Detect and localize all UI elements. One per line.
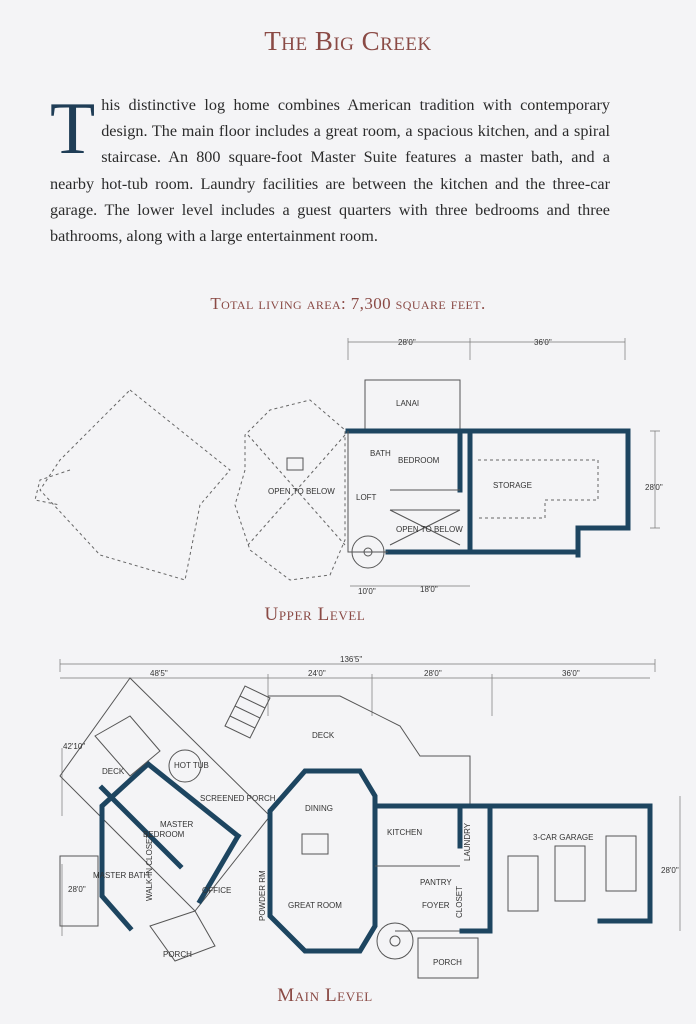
main-room-foyer: FOYER: [422, 901, 450, 910]
upper-room-loft: LOFT: [356, 493, 377, 502]
upper-room-lanai: LANAI: [396, 399, 420, 408]
main-room-screened-porch: SCREENED PORCH: [200, 794, 276, 803]
upper-dim-36: 36'0": [534, 338, 552, 347]
main-master-wing: [60, 678, 270, 928]
main-room-great-room: GREAT ROOM: [288, 901, 342, 910]
main-level-plan: [0, 656, 696, 981]
main-room-walk-in-closet: WALK-IN CLOSET: [145, 833, 154, 901]
main-room-porch-left: PORCH: [163, 950, 192, 959]
main-room-powder-rm: POWDER RM: [258, 870, 267, 921]
main-dim-48: 48'5": [150, 669, 168, 678]
main-room-deck-top: DECK: [312, 731, 335, 740]
main-level-caption: Main Level: [277, 985, 373, 1006]
main-room-garage: 3-CAR GARAGE: [533, 833, 594, 842]
drop-cap: T: [50, 88, 96, 170]
main-dim-24: 24'0": [308, 669, 326, 678]
main-room-hot-tub: HOT TUB: [174, 761, 209, 770]
upper-room-bath: BATH: [370, 449, 391, 458]
main-dim-28: 28'0": [424, 669, 442, 678]
main-room-pantry: PANTRY: [420, 878, 452, 887]
living-area-heading: Total living area: 7,300 square feet.: [210, 294, 486, 313]
main-room-porch-front: PORCH: [433, 958, 462, 967]
main-room-dining: DINING: [305, 804, 333, 813]
upper-dim-10: 10'0": [358, 587, 376, 595]
main-room-kitchen: KITCHEN: [387, 828, 423, 837]
main-room-master-2: BEDROOM: [143, 830, 185, 839]
main-room-office: OFFICE: [202, 886, 232, 895]
main-room-master-1: MASTER: [160, 820, 194, 829]
main-dim-42-10: 42'10": [63, 742, 86, 751]
main-dim-28-left: 28'0": [68, 885, 86, 894]
page-title: The Big Creek: [264, 26, 432, 56]
upper-open-below-left: OPEN TO BELOW: [268, 487, 335, 496]
upper-level-caption: Upper Level: [264, 604, 366, 625]
upper-room-bedroom: BEDROOM: [398, 456, 440, 465]
intro-text: his distinctive log home combines American tradition with contemporary design. The main floor includes a great room, a spacious kitchen, and a spiral staircase. An 800 square-foot Master Suite features a master bath, and a nearby hot-tub room. Laundry facilities are between the kitchen and the three-car garage. The lower level includes a guest quarters with three bedrooms and three bathrooms, along with a large entertainment room.: [50, 96, 610, 246]
upper-dim-28-vertical: 28'0": [645, 483, 663, 492]
main-room-master-bath: MASTER BATH: [93, 871, 150, 880]
main-room-closet: CLOSET: [455, 885, 464, 918]
upper-dim-18: 18'0": [420, 585, 438, 594]
upper-open-below-right: OPEN TO BELOW: [396, 525, 463, 534]
intro-paragraph: [50, 88, 610, 249]
main-room-deck-left: DECK: [102, 767, 125, 776]
upper-room-storage: STORAGE: [493, 481, 532, 490]
main-dim-28-right: 28'0": [661, 866, 679, 875]
upper-level-plan: [0, 330, 696, 595]
main-dim-36: 36'0": [562, 669, 580, 678]
main-dim-overall: 136'5": [340, 656, 363, 664]
main-room-laundry: LAUNDRY: [463, 822, 472, 861]
upper-dim-28: 28'0": [398, 338, 416, 347]
upper-dashed-outline: [35, 390, 345, 580]
